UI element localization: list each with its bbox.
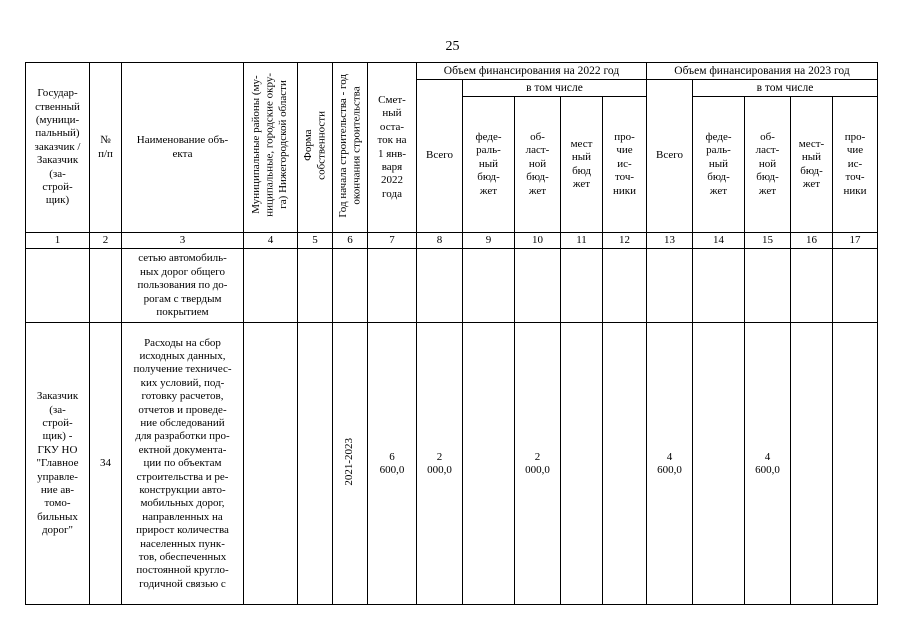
header-other-2023: про- чие ис- точ- ники (833, 97, 878, 233)
row-total-2023: 4 600,0 (647, 323, 693, 605)
col-number: 10 (515, 233, 561, 249)
page-number: 25 (445, 39, 460, 54)
col-number: 7 (368, 233, 417, 249)
row-balance: 6 600,0 (368, 323, 417, 605)
col-number: 1 (26, 233, 90, 249)
col-number: 14 (693, 233, 745, 249)
header-balance: Смет- ный оста- ток на 1 янв- варя 2022 года (368, 63, 417, 233)
col-number: 13 (647, 233, 693, 249)
header-years: Год начала строительства - год окончания строительства (336, 73, 362, 218)
col-number: 15 (745, 233, 791, 249)
financing-table (25, 62, 878, 605)
row-districts (244, 323, 298, 605)
row-local-2023 (791, 249, 833, 323)
row-years (333, 249, 368, 323)
col-number: 9 (463, 233, 515, 249)
row-federal-2023 (693, 249, 745, 323)
header-total-2022: Всего (417, 80, 463, 233)
header-row-1 (26, 63, 878, 80)
header-fin-2022: Объем финансирования на 2022 год (417, 63, 647, 80)
col-number: 6 (333, 233, 368, 249)
row-other-2022 (603, 249, 647, 323)
header-districts-cell (244, 63, 298, 233)
col-number: 17 (833, 233, 878, 249)
row-num: 34 (90, 323, 122, 605)
header-local-2023: мест- ный бюд- жет (791, 97, 833, 233)
header-years-cell (333, 63, 368, 233)
header-federal-2022: феде- раль- ный бюд- жет (463, 97, 515, 233)
row-regional-2023: 4 600,0 (745, 323, 791, 605)
col-number: 16 (791, 233, 833, 249)
col-number: 8 (417, 233, 463, 249)
row-years: 2021-2023 (343, 437, 356, 486)
header-other-2022: про- чие ис- точ- ники (603, 97, 647, 233)
row-years-cell (333, 323, 368, 605)
row-customer (26, 249, 90, 323)
header-customer: Государ- ственный (муници- пальный) заказчик / Заказчик (за- строй- щик) (26, 63, 90, 233)
row-ownership (298, 323, 333, 605)
row-districts (244, 249, 298, 323)
table-row (26, 323, 878, 605)
row-federal-2022 (463, 323, 515, 605)
row-regional-2022 (515, 249, 561, 323)
table-row (26, 249, 878, 323)
row-total-2022 (417, 249, 463, 323)
row-object-name: сетью автомобиль- ных дорог общего пользования по до- рогам с твердым покрытием (122, 249, 244, 323)
header-num: № п/п (90, 63, 122, 233)
header-regional-2022: об- ласт- ной бюд- жет (515, 97, 561, 233)
header-incl-2022: в том числе (463, 80, 647, 97)
row-other-2023 (833, 323, 878, 605)
row-ownership (298, 249, 333, 323)
row-federal-2023 (693, 323, 745, 605)
row-local-2023 (791, 323, 833, 605)
col-number: 5 (298, 233, 333, 249)
row-local-2022 (561, 323, 603, 605)
row-federal-2022 (463, 249, 515, 323)
row-num (90, 249, 122, 323)
header-local-2022: мест ный бюд жет (561, 97, 603, 233)
row-regional-2022: 2 000,0 (515, 323, 561, 605)
col-number: 3 (122, 233, 244, 249)
row-total-2023 (647, 249, 693, 323)
header-incl-2023: в том числе (693, 80, 878, 97)
header-regional-2023: об- ласт- ной бюд- жет (745, 97, 791, 233)
header-ownership-cell (298, 63, 333, 233)
header-total-2023: Всего (647, 80, 693, 233)
row-other-2022 (603, 323, 647, 605)
header-fin-2023: Объем финансирования на 2023 год (647, 63, 878, 80)
col-number: 2 (90, 233, 122, 249)
row-balance (368, 249, 417, 323)
row-regional-2023 (745, 249, 791, 323)
row-customer: Заказчик (за- строй- щик) - ГКУ НО "Главное управле- ние ав- томо- бильных дорог" (26, 323, 90, 605)
row-local-2022 (561, 249, 603, 323)
col-number: 11 (561, 233, 603, 249)
header-ownership: Форма собственности (301, 110, 327, 180)
col-number: 4 (244, 233, 298, 249)
row-object-name: Расходы на сбор исходных данных, получение техничес- ких условий, под- готовку расчетов, отчетов и проведе- ние обследований для разработки про- ектной документа- ции по объектам строительства и ре- конструкции авто- мобильных дорог, направленных на прирост количества населенных пунк- тов, обеспеченных постоянной кругло- годичной связью с (122, 323, 244, 605)
header-object-name: Наименование объ- екта (122, 63, 244, 233)
column-number-row (26, 233, 878, 249)
col-number: 12 (603, 233, 647, 249)
header-districts: Муниципальные районы (му- ниципальные, городские окру- га) Нижегородской области (250, 73, 290, 218)
header-federal-2023: феде- раль- ный бюд- жет (693, 97, 745, 233)
row-total-2022: 2 000,0 (417, 323, 463, 605)
row-other-2023 (833, 249, 878, 323)
